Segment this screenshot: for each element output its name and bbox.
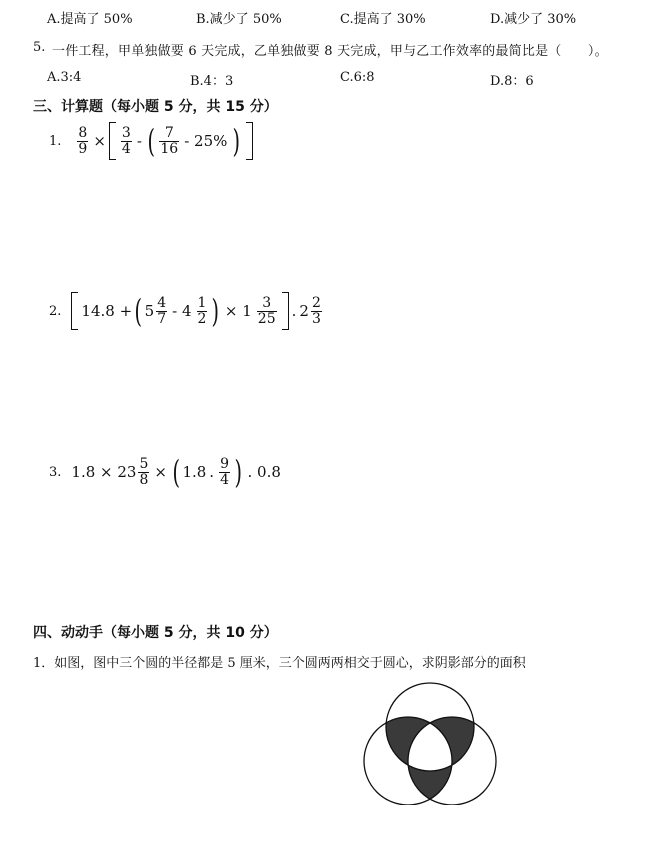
left-square-bracket bbox=[71, 292, 78, 330]
fraction-4-7: $\frac{4}{7}$ bbox=[157, 294, 167, 327]
q4-option-b: B.减少了 50% bbox=[196, 12, 282, 27]
minus-term: - 4 bbox=[172, 302, 192, 320]
division-dot: . bbox=[291, 302, 297, 320]
lead-term: 14.8 + bbox=[81, 302, 133, 320]
q5-option-a: A.3:4 bbox=[47, 70, 82, 85]
calc-problem-1 bbox=[49, 122, 253, 160]
left-square-bracket bbox=[109, 122, 116, 160]
three-circles-figure bbox=[360, 675, 500, 805]
fraction-7-16: $\frac{7}{16}$ bbox=[160, 124, 179, 157]
q5-number: 5. bbox=[33, 40, 46, 55]
fraction-1-2: $\frac{1}{2}$ bbox=[197, 294, 207, 327]
right-square-bracket bbox=[246, 122, 253, 160]
q5-option-b: B.4：3 bbox=[190, 74, 234, 89]
mixed-whole-2: 2 bbox=[299, 302, 309, 320]
q4-option-d: D.减少了 30% bbox=[490, 12, 577, 27]
tail-term: . 0.8 bbox=[247, 463, 281, 481]
fraction-3-4: $\frac{3}{4}$ bbox=[121, 124, 131, 157]
section4-title: 四、动动手（每小题 5 分，共 10 分） bbox=[33, 625, 278, 641]
problem-3-number: 3. bbox=[49, 464, 62, 480]
right-paren: ) bbox=[211, 292, 220, 330]
q5-option-c: C.6:8 bbox=[340, 70, 375, 85]
times-term: × 1 bbox=[224, 302, 252, 320]
section4-problem-1: 1．如图，图中三个圆的半径都是 5 厘米，三个圆两两相交于圆心，求阴影部分的面积 bbox=[33, 656, 526, 671]
fraction-9-4: $\frac{9}{4}$ bbox=[220, 455, 229, 488]
mixed-whole-5: 5 bbox=[144, 302, 155, 320]
calc-problem-2 bbox=[49, 292, 324, 330]
fraction-5-8: $\frac{5}{8}$ bbox=[139, 455, 149, 488]
left-paren: ( bbox=[172, 453, 180, 491]
minus-sign: - bbox=[136, 132, 142, 150]
division-dot: . bbox=[209, 463, 215, 481]
right-square-bracket bbox=[282, 292, 289, 330]
right-paren: ) bbox=[234, 453, 242, 491]
right-paren: ) bbox=[232, 122, 241, 160]
problem-2-number: 2. bbox=[49, 303, 62, 319]
q5-question: 一件工程，甲单独做要 6 天完成，乙单独做要 8 天完成，甲与乙工作效率的最简比是（ ）。 bbox=[52, 44, 608, 59]
section3-title: 三、计算题（每小题 5 分，共 15 分） bbox=[33, 99, 278, 115]
lead-term: 1.8 × 23 bbox=[71, 463, 137, 481]
times-sign: × bbox=[154, 463, 167, 481]
fraction-2-3: $\frac{2}{3}$ bbox=[311, 294, 321, 327]
q4-option-a: A.提高了 50% bbox=[47, 12, 133, 27]
percent-term: - 25% bbox=[184, 132, 228, 150]
q5-option-d: D.8：6 bbox=[490, 74, 534, 89]
problem-1-number: 1. bbox=[49, 133, 62, 149]
times-sign: × bbox=[93, 132, 106, 150]
left-paren: ( bbox=[147, 122, 155, 160]
q4-option-c: C.提高了 30% bbox=[340, 12, 426, 27]
left-paren: ( bbox=[134, 292, 143, 330]
inner-term: 1.8 bbox=[182, 463, 207, 481]
fraction-3-25: $\frac{3}{25}$ bbox=[257, 294, 276, 327]
calc-problem-3 bbox=[49, 453, 284, 491]
fraction-8-9: $\frac{8}{9}$ bbox=[78, 124, 88, 157]
